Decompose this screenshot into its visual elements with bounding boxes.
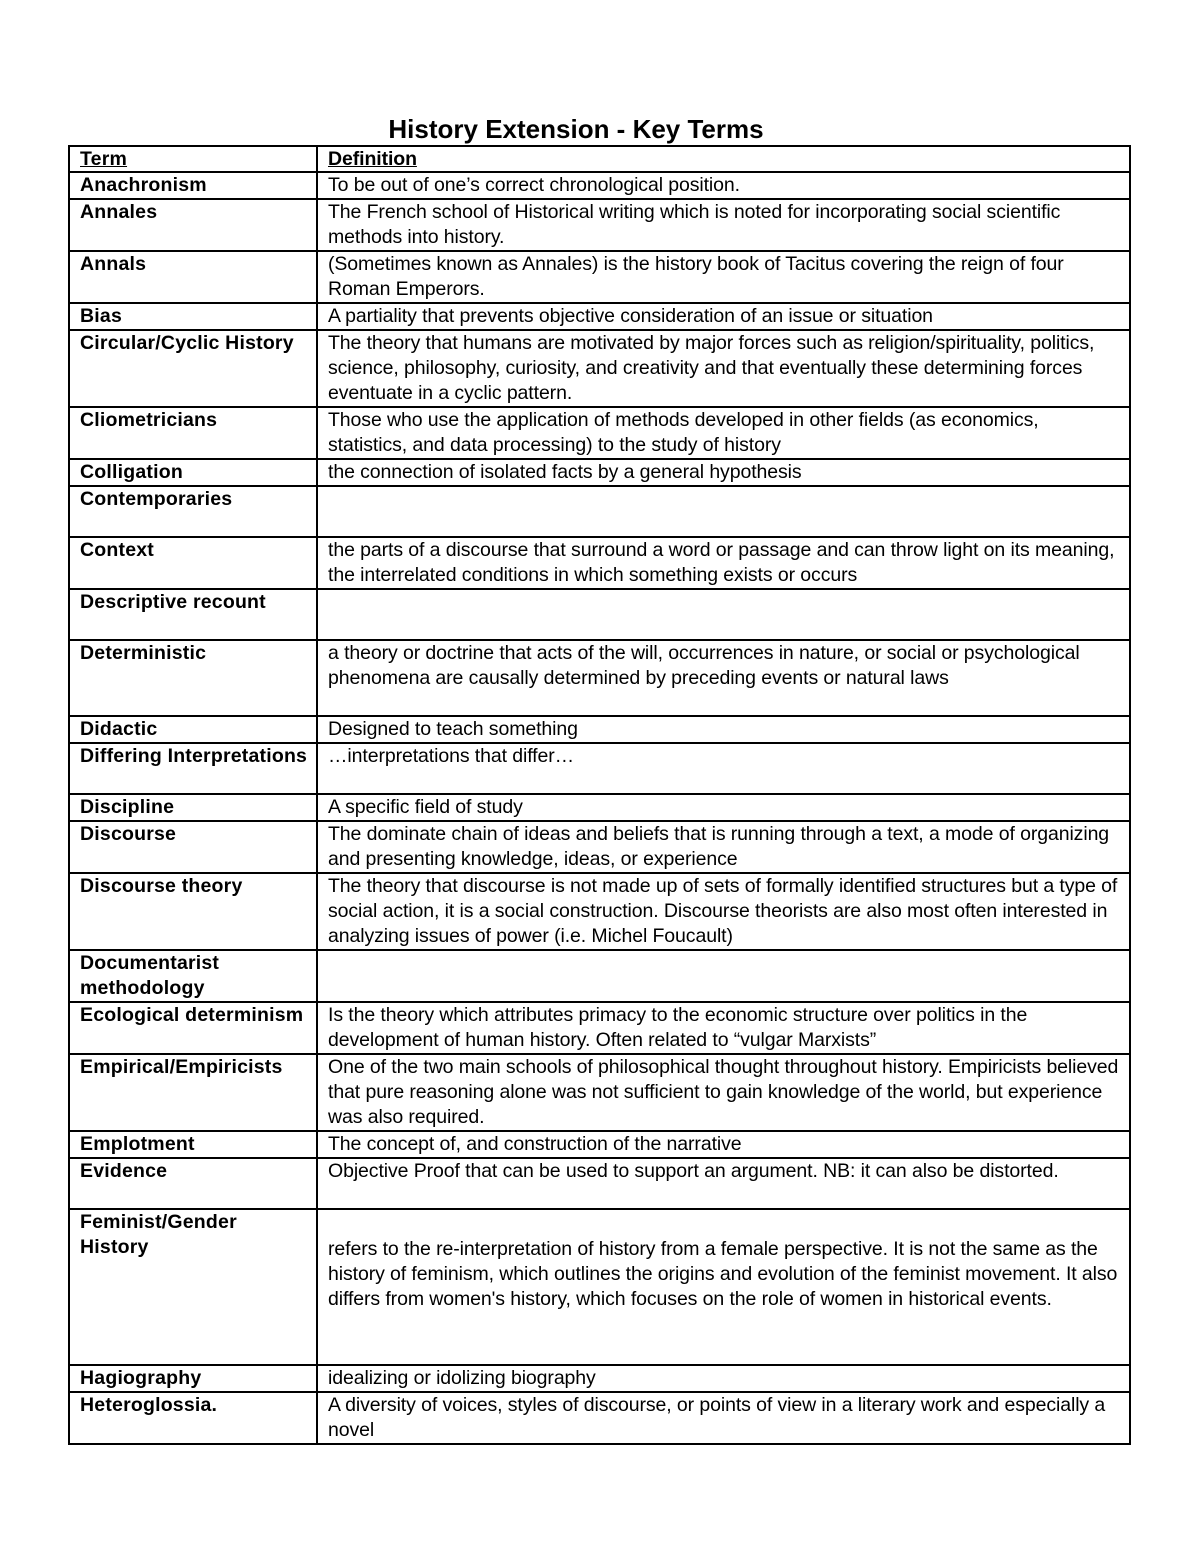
- term-cell: Discourse: [69, 821, 317, 873]
- term-cell: Differing Interpretations: [69, 743, 317, 794]
- term-cell: Emplotment: [69, 1131, 317, 1158]
- table-row: [69, 330, 1130, 407]
- term-cell: Context: [69, 537, 317, 589]
- definition-cell: The theory that discourse is not made up of sets of formally identified structures but a type of social action, it is a social construction. Discourse theorists are also most often interested in analyzing issues of power (i.e. Michel Foucault): [317, 873, 1130, 950]
- definition-cell: Objective Proof that can be used to support an argument. NB: it can also be distorted.: [317, 1158, 1130, 1209]
- term-cell: Deterministic: [69, 640, 317, 716]
- definition-cell: …interpretations that differ…: [317, 743, 1130, 794]
- definition-cell: [317, 486, 1130, 537]
- table-row: [69, 251, 1130, 303]
- definition-cell: One of the two main schools of philosophical thought throughout history. Empiricists believed that pure reasoning alone was not sufficient to gain knowledge of the world, but experience was also required.: [317, 1054, 1130, 1131]
- table-row: [69, 873, 1130, 950]
- table-row: [69, 716, 1130, 743]
- term-cell: Documentarist methodology: [69, 950, 317, 1002]
- definition-cell: The dominate chain of ideas and beliefs that is running through a text, a mode of organizing and presenting knowledge, ideas, or experience: [317, 821, 1130, 873]
- table-row: [69, 199, 1130, 251]
- term-cell: Ecological determinism: [69, 1002, 317, 1054]
- term-cell: Bias: [69, 303, 317, 330]
- term-cell: Cliometricians: [69, 407, 317, 459]
- definition-cell: [317, 950, 1130, 1002]
- table-row: [69, 459, 1130, 486]
- definition-cell: The French school of Historical writing which is noted for incorporating social scientific methods into history.: [317, 199, 1130, 251]
- term-cell: Empirical/Empiricists: [69, 1054, 317, 1131]
- term-column-header: Term: [69, 146, 317, 172]
- term-cell: Anachronism: [69, 172, 317, 199]
- definition-cell: Designed to teach something: [317, 716, 1130, 743]
- term-cell: Didactic: [69, 716, 317, 743]
- table-row: [69, 821, 1130, 873]
- term-cell: Descriptive recount: [69, 589, 317, 640]
- table-row: [69, 486, 1130, 537]
- table-row: [69, 794, 1130, 821]
- table-header-row: [69, 146, 1130, 172]
- table-row: [69, 743, 1130, 794]
- table-row: [69, 589, 1130, 640]
- table-row: [69, 1158, 1130, 1209]
- term-cell: Feminist/Gender History: [69, 1209, 317, 1365]
- table-row: [69, 537, 1130, 589]
- definition-cell: refers to the re-interpretation of history from a female perspective. It is not the same as the history of feminism, which outlines the origins and evolution of the feminist movement. It also differs from women's history, which focuses on the role of women in historical events.: [317, 1209, 1130, 1365]
- term-cell: Discourse theory: [69, 873, 317, 950]
- table-row: [69, 1054, 1130, 1131]
- definition-cell: [317, 589, 1130, 640]
- table-row: [69, 1209, 1130, 1365]
- definition-cell: Is the theory which attributes primacy to the economic structure over politics in the development of human history. Often related to “vulgar Marxists”: [317, 1002, 1130, 1054]
- table-row: [69, 407, 1130, 459]
- page-title: History Extension - Key Terms: [388, 114, 764, 144]
- definition-cell: A specific field of study: [317, 794, 1130, 821]
- definition-column-header: Definition: [317, 146, 1130, 172]
- definition-cell: A partiality that prevents objective consideration of an issue or situation: [317, 303, 1130, 330]
- key-terms-table: [68, 145, 1131, 1445]
- term-cell: Annales: [69, 199, 317, 251]
- definition-cell: Those who use the application of methods developed in other fields (as economics, statistics, and data processing) to the study of history: [317, 407, 1130, 459]
- table-row: [69, 1131, 1130, 1158]
- definition-cell: (Sometimes known as Annales) is the history book of Tacitus covering the reign of four Roman Emperors.: [317, 251, 1130, 303]
- definition-cell: To be out of one’s correct chronological position.: [317, 172, 1130, 199]
- definition-cell: the parts of a discourse that surround a word or passage and can throw light on its meaning, the interrelated conditions in which something exists or occurs: [317, 537, 1130, 589]
- term-cell: Evidence: [69, 1158, 317, 1209]
- term-cell: Annals: [69, 251, 317, 303]
- table-row: [69, 1392, 1130, 1444]
- definition-cell: The concept of, and construction of the narrative: [317, 1131, 1130, 1158]
- term-cell: Heteroglossia.: [69, 1392, 317, 1444]
- definition-cell: A diversity of voices, styles of discourse, or points of view in a literary work and especially a novel: [317, 1392, 1130, 1444]
- term-cell: Colligation: [69, 459, 317, 486]
- table-row: [69, 950, 1130, 1002]
- term-cell: Circular/Cyclic History: [69, 330, 317, 407]
- table-row: [69, 172, 1130, 199]
- table-row: [69, 1002, 1130, 1054]
- definition-cell: idealizing or idolizing biography: [317, 1365, 1130, 1392]
- term-cell: Hagiography: [69, 1365, 317, 1392]
- term-cell: Discipline: [69, 794, 317, 821]
- definition-cell: the connection of isolated facts by a general hypothesis: [317, 459, 1130, 486]
- term-cell: Contemporaries: [69, 486, 317, 537]
- definition-cell: The theory that humans are motivated by major forces such as religion/spirituality, politics, science, philosophy, curiosity, and creativity and that eventually these determining forces eventuate in a cyclic pattern.: [317, 330, 1130, 407]
- definition-cell: a theory or doctrine that acts of the will, occurrences in nature, or social or psychological phenomena are causally determined by preceding events or natural laws: [317, 640, 1130, 716]
- table-row: [69, 303, 1130, 330]
- table-row: [69, 640, 1130, 716]
- table-row: [69, 1365, 1130, 1392]
